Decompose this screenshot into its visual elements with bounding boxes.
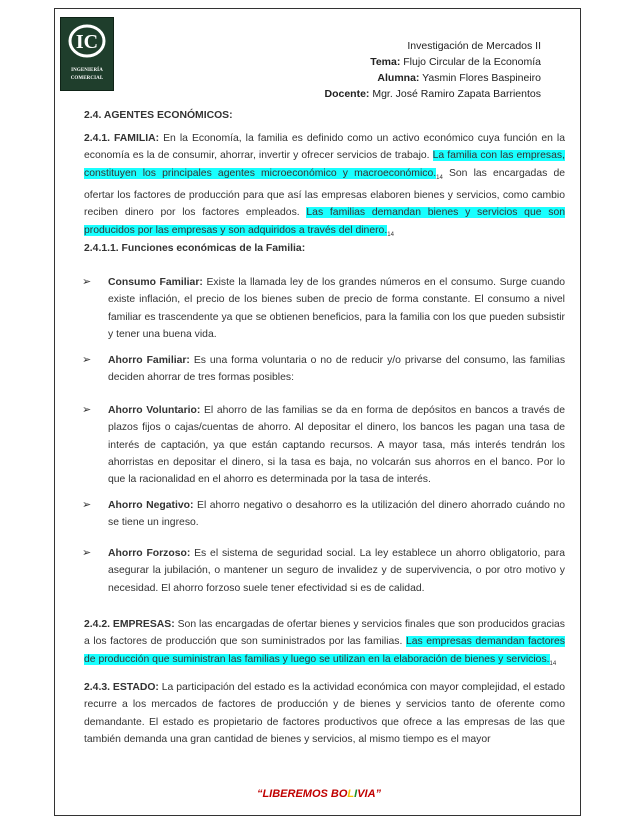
empresas-highlight: Las empresas demandan factores de producción que suministran las familias y luego se utilizan en la elaboración de bienes y servicios. — [84, 636, 565, 665]
funciones-title: 2.4.1.1. Funciones económicas de la Familia: — [84, 243, 306, 254]
logo-emblem-icon — [67, 23, 107, 59]
document-header — [324, 38, 541, 102]
logo-line2: COMERCIAL — [70, 76, 104, 81]
footer-slogan: “LIBEREMOS BOLIVIA” — [256, 788, 382, 800]
familia-label: 2.4.1. FAMILIA: — [84, 133, 160, 144]
familia-paragraph: 2.4.1. FAMILIA: En la Economía, la familia es definido como un activo económico cuya función en la economía es la de consumir, ahorrar, invertir y ofrecer servicios de trabajo. La familia con las empresas, constituyen los principales agentes microeconómico y $macroeconómico._{14}$ Son las encargadas de ofertar los factores de producción para que así las empresas elaboren bienes y servicios, como cambio reciben dinero por los factores empleados. Las familias demandan bienes y servicios que son producidos por las empresas y son adquiridos a través del $dinero._{14}$ — [84, 133, 566, 238]
header-course: Investigación de Mercados II — [407, 40, 541, 52]
bullet-arrow-icon: ➢ — [82, 404, 92, 416]
empresas-paragraph: 2.4.2. EMPRESAS: Son las encargadas de ofertar bienes y servicios finales que son producidos gracias a los factores de producción que son suministrados por las familias. Las empresas demandan factores de producción que suministran las familias y luego se utilizan en la elaboración de bienes y $servicios._{14}$ — [84, 619, 565, 667]
bullet-arrow-icon: ➢ — [82, 499, 92, 511]
faculty-logo — [60, 17, 114, 91]
logo-initials: IC — [75, 31, 99, 53]
bullet-arrow-icon: ➢ — [82, 547, 92, 559]
bullet-arrow-icon: ➢ — [82, 276, 92, 288]
header-docente: Docente: Mgr. José Ramiro Zapata Barrientos — [324, 88, 541, 100]
header-alumna: Alumna: Yasmin Flores Baspineiro — [377, 72, 541, 84]
familia-highlight-2: Las familias demandan bienes y servicios que son producidos por las empresas y son adquiridos a través del dinero. — [84, 207, 565, 236]
bullet-consumo-familiar: ➢ Consumo Familiar: Existe la llamada ley de los grandes números en el consumo. Surge cuando existe inflación, el precio de los bienes suben de precio de forma constante. El consumo a nivel familiar es trascendente ya que se obtienen beneficios, para la familia con los que pueden subsistir y tener una buena vida. — [82, 276, 566, 340]
section-title: 2.4. AGENTES ECONÓMICOS: — [84, 110, 233, 121]
header-tema: Tema: Flujo Circular de la Economía — [370, 56, 541, 68]
empresas-label: 2.4.2. EMPRESAS: — [84, 619, 175, 630]
bullet-arrow-icon: ➢ — [82, 354, 92, 366]
bullet-ahorro-negativo: ➢ Ahorro Negativo: El ahorro negativo o desahorro es la utilización del dinero ahorrado cuándo no se tiene un ingreso. — [82, 499, 565, 529]
bullet-ahorro-voluntario: ➢ Ahorro Voluntario: El ahorro de las familias se da en forma de depósitos en bancos a través de plazos fijos o cajas/cuentas de ahorro. Al depositar el dinero, los bancos les pagan una tasa de interés de captación, ya que están captando recursos. A mayor tasa, más interés tendrán los ahorristas en depositar el dinero, si la tasa es baja, no volcarán sus ahorros en el banco. Por lo que la racionalidad en el ahorro es determinada por la tasa de interés. — [82, 404, 565, 486]
bullet-ahorro-familiar: ➢ Ahorro Familiar: Es una forma voluntaria o no de reducir y/o privarse del consumo, las familias deciden ahorrar de tres formas posibles: — [82, 354, 566, 384]
familia-highlight-1: La familia con las empresas, constituyen los principales agentes microeconómico y macroeconómico. — [84, 150, 565, 179]
logo-line1: INGENIERÍA — [71, 68, 103, 73]
estado-paragraph: 2.4.3. ESTADO: La participación del estado es la actividad económica con mayor complejidad, el estado recurre a los mercados de factores de producción y de bienes y servicios tanto de oferente como demandante. El estado es propietario de factores productivos que ofrece a las empresas de las que también demanda una gran cantidad de bienes y servicios, al mismo tiempo es el mayor — [84, 682, 565, 745]
bullet-ahorro-forzoso: ➢ Ahorro Forzoso: Es el sistema de seguridad social. La ley establece un ahorro obligatorio, para asegurar la jubilación, o mantener un seguro de invalidez y de supervivencia, o por otro motivo y necesidad. El ahorro forzoso suele tener efectividad si es de calidad. — [82, 547, 566, 594]
estado-label: 2.4.3. ESTADO: — [84, 682, 159, 693]
